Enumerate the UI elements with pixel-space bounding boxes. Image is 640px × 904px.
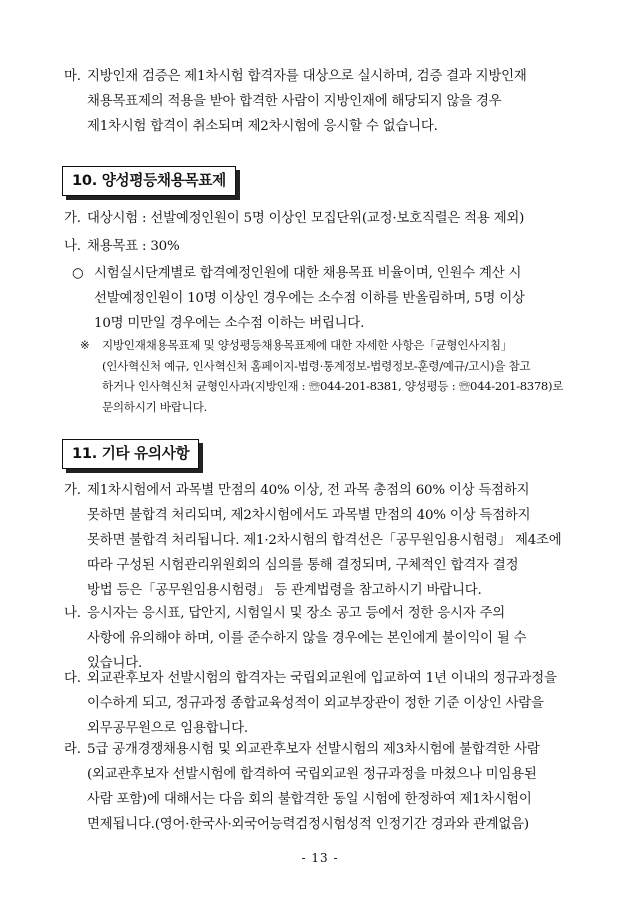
section-11-heading: 11. 기타 유의사항: [62, 439, 199, 469]
item-line: 외교관후보자 선발시험의 합격자는 국립외교원에 입교하여 1년 이내의 정규과정을: [87, 671, 557, 686]
item-line: 면제됩니다.(영어·한국사·외국어능력검정시험성적 인정기간 경과와 관계없음): [87, 817, 529, 832]
section-10-item-ga: [64, 206, 584, 231]
section-11-item-ga: [64, 478, 584, 603]
item-line: 채용목표 : 30%: [87, 239, 180, 254]
item-line: 채용목표제의 적용을 받아 합격한 사람이 지방인재에 해당되지 않을 경우: [87, 94, 502, 109]
item-marker: 가.: [64, 211, 81, 226]
item-line: 응시자는 응시표, 답안지, 시험일시 및 장소 공고 등에서 정한 응시자 주의: [87, 606, 506, 621]
item-line: 못하면 불합격 처리되며, 제2차시험에서도 과목별 만점의 40% 이상 득점하지: [87, 508, 531, 523]
item-line: 제1차시험 합격이 취소되며 제2차시험에 응시할 수 없습니다.: [87, 119, 438, 134]
note-marker: ※: [80, 338, 90, 352]
item-marker: 마.: [64, 69, 81, 84]
item-line: 따라 구성된 시험관리위원회의 심의를 통해 결정되며, 구체적인 합격자 결정: [87, 558, 519, 573]
section-10-item-na: [64, 234, 584, 259]
item-line: (외교관후보자 선발시험에 합격하여 국립외교원 정규과정을 마쳤으나 미임용된: [87, 767, 537, 782]
item-line: 대상시험 : 선발예정인원이 5명 이상인 모집단위(교정·보호직렬은 적용 제외): [87, 211, 525, 226]
item-marker: 라.: [64, 742, 81, 757]
item-marker: 나.: [64, 239, 81, 254]
section-10-bullet: [72, 261, 584, 336]
item-line: 외무공무원으로 임용합니다.: [87, 721, 248, 736]
item-line: 사항에 유의해야 하며, 이를 준수하지 않을 경우에는 본인에게 불이익이 될 수: [87, 631, 527, 646]
section-10-note: [80, 335, 585, 417]
item-line: 지방인재 검증은 제1차시험 합격자를 대상으로 실시하며, 검증 결과 지방인재: [87, 69, 527, 84]
bullet-line: 10명 미만일 경우에는 소수점 이하는 버립니다.: [94, 316, 365, 331]
item-marker: 다.: [64, 671, 81, 686]
section-10-heading: 10. 양성평등채용목표제: [62, 166, 236, 196]
item-line: 있습니다.: [87, 656, 142, 671]
item-marker: 나.: [64, 606, 81, 621]
item-line: 못하면 불합격 처리됩니다. 제1·2차시험의 합격선은「공무원임용시험령」 제4조에: [87, 533, 562, 548]
item-line: 이수하게 되고, 정규과정 종합교육성적이 외교부장관이 정한 기준 이상인 사람을: [87, 696, 544, 711]
intro-item-ma: [64, 64, 584, 139]
section-11-item-da: [64, 666, 584, 741]
bullet-marker: ○: [72, 266, 84, 281]
note-line: 문의하시기 바랍니다.: [102, 399, 207, 414]
page-number: - 13 -: [301, 851, 339, 865]
bullet-line: 선발예정인원이 10명 이상인 경우에는 소수점 이하를 반올림하며, 5명 이상: [94, 291, 525, 306]
item-line: 방법 등은「공무원임용시험령」 등 관계법령을 참고하시기 바랍니다.: [87, 583, 482, 598]
section-11-item-ra: [64, 737, 584, 837]
note-line: 지방인재채용목표제 및 양성평등채용목표제에 대한 자세한 사항은「균형인사지침」: [102, 338, 513, 352]
note-line: 하거나 인사혁신처 균형인사과(지방인재 : ☏044-201-8381, 양성평등 : ☏044-201-8378)로: [102, 379, 564, 393]
section-11-item-na: [64, 601, 584, 676]
item-marker: 가.: [64, 483, 81, 498]
bullet-line: 시험실시단계별로 합격예정인원에 대한 채용목표 비율이며, 인원수 계산 시: [94, 266, 522, 281]
note-line: (인사혁신처 예규, 인사혁신처 홈페이지-법령·통계정보-법령정보-훈령/예규/고시)을 참고: [102, 358, 531, 373]
item-line: 5급 공개경쟁채용시험 및 외교관후보자 선발시험의 제3차시험에 불합격한 사람: [87, 742, 540, 757]
item-line: 사람 포함)에 대해서는 다음 회의 불합격한 동일 시험에 한정하여 제1차시험이: [87, 792, 532, 807]
item-line: 제1차시험에서 과목별 만점의 40% 이상, 전 과목 총점의 60% 이상 득점하지: [87, 483, 530, 498]
